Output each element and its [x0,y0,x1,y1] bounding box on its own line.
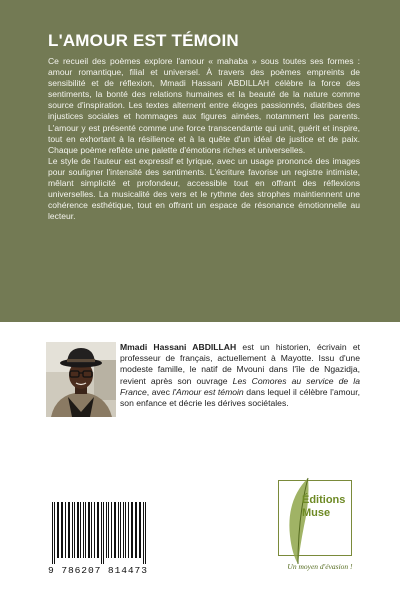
barcode-bar [74,502,75,558]
quill-icon [280,476,320,568]
summary-paragraph: Ce recueil des poèmes explore l'amour « mahaba » sous toutes ses formes : amour romantique, filial et universel. À travers des poèmes empreints de sensibilité et de réflexion, Mmadi Hassani ABDILLAH célèbre la force des sentiments, la bonté des relations humaines et la beauté de la nature comme source d'inspiration. Les textes alternent entre éloges passionnés, diatribes des injustices sociales et hommages aux figures aimées, notamment les parents. L'amour y est présenté comme une force transcendante qui unit, guérit et inspire, tout en exhortant à la résilience et à la quête d'un idéal de justice et de paix. Chaque poème reflète une palette d'émotions riches et universelles. [48,56,360,155]
barcode-bar [77,502,79,558]
publisher-name [302,494,352,520]
barcode-bar [135,502,137,558]
barcode-bar [57,502,59,558]
bio-book-title: Les Comores au service de la France [120,375,360,397]
barcode-bar [143,502,144,564]
barcode-bar [114,502,116,558]
isbn-number: 9 786207 814473 [48,565,148,576]
publisher-logo [270,472,362,582]
book-summary [48,56,360,222]
barcode-bar [120,502,121,558]
barcode-bars [48,502,172,564]
publisher-slogan: Un moyen d'évasion ! [287,562,353,571]
barcode-bar [52,502,53,564]
barcode-bar [123,502,124,558]
barcode-bar [97,502,99,558]
bio-text: , avec [146,386,173,397]
barcode-bar [85,502,86,558]
barcode-bar [88,502,90,558]
book-title: L'AMOUR EST TÉMOIN [48,31,239,50]
barcode-bar [128,502,129,558]
barcode-bar [106,502,107,558]
bio-book-title: l'Amour est témoin [172,386,244,397]
bio-text: est un historien, écrivain et professeur de français, actuellement à Mayotte. Issu d'une modeste famille, le natif de Mvouni dans l'île de Ngazidja, revient après son ouvrage [120,342,360,386]
barcode-bar [61,502,63,558]
barcode-bar [145,502,146,564]
barcode-bar [54,502,55,564]
barcode-bar [111,502,112,558]
barcode-bar [83,502,84,558]
author-bio [120,342,360,409]
bio-text: dans lequel il célèbre l'amour, son enfance et décrie les dérives sociétales. [120,386,360,409]
barcode-bar [65,502,66,558]
barcode-bar [80,502,81,558]
barcode-bar [139,502,141,558]
author-portrait-image [46,342,116,417]
barcode-bar [103,502,104,564]
barcode-bar [108,502,109,558]
barcode-bar [125,502,126,558]
barcode-bar [118,502,119,558]
author-section [0,322,400,600]
barcode-bar [91,502,92,558]
barcode-bar [131,502,133,558]
summary-paragraph: Le style de l'auteur est expressif et lyrique, avec un usage prononcé des images pour souligner l'intensité des sentiments. L'écriture favorise un registre intimiste, mêlant simplicité et profondeur, accessible tout en offrant des réflexions universelles. La musicalité des vers et le rythme des strophes maintiennent une cohérence esthétique, tout en offrant un espace de résonance émotionnelle au lecteur. [48,155,360,222]
author-name: Mmadi Hassani ABDILLAH [120,342,237,352]
author-photo [46,342,116,417]
barcode-bar [94,502,95,558]
publisher-name-line: Muse [302,507,331,519]
barcode-bar [101,502,102,564]
barcode-bar [72,502,73,558]
publisher-name-line: Éditions [302,494,346,506]
barcode-bar [68,502,70,558]
